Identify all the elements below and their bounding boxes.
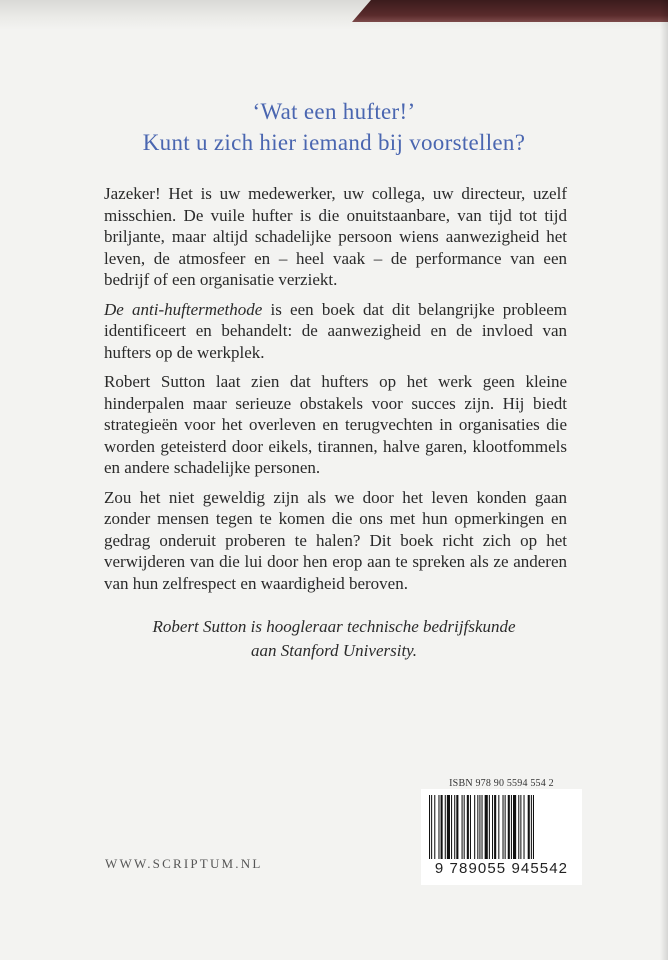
barcode-bar bbox=[494, 795, 496, 859]
barcode-bar bbox=[482, 795, 483, 859]
blurb-text bbox=[104, 183, 567, 602]
barcode-bar bbox=[467, 795, 469, 859]
barcode-bar bbox=[470, 795, 471, 859]
paragraph-3: Robert Sutton laat zien dat hufters op het werk geen kleine hinderpalen maar serieuze obstakels voor succes zijn. Hij biedt strategieën voor het overleven en terugvechten in organisaties die worden geteisterd door eikels, tirannen, halve garen, klootfommels en andere schadelijke personen. bbox=[104, 372, 567, 477]
barcode-bar bbox=[441, 795, 443, 859]
barcode-digits: 9 789055 945542 bbox=[434, 860, 569, 877]
barcode-bar bbox=[508, 795, 510, 859]
headline-line-2: Kunt u zich hier iemand bij voorstellen? bbox=[142, 130, 526, 155]
barcode-bar bbox=[505, 795, 506, 859]
barcode-bars bbox=[427, 795, 575, 859]
barcode-bar bbox=[489, 795, 490, 859]
paragraph-4: Zou het niet geweldig zijn als we door het leven konden gaan zonder mensen tegen te komen die ons met hun opmerkingen en gedrag onderuit proberen te halen? Dit boek richt zich op het verwijderen van die lui door hen erop aan te spreken als ze anderen van hun zelfrespect en waardigheid beroven. bbox=[104, 487, 567, 593]
book-title: De anti-huftermethode bbox=[104, 299, 263, 319]
author-bio-line-2: aan Stanford University. bbox=[250, 641, 418, 660]
barcode-bar bbox=[511, 795, 512, 859]
barcode-bar bbox=[533, 795, 534, 859]
headline-line-1: ‘Wat een hufter!’ bbox=[252, 99, 416, 124]
barcode-bar bbox=[451, 795, 452, 859]
barcode-bar bbox=[485, 795, 488, 859]
barcode-bar bbox=[454, 795, 455, 859]
barcode-bar bbox=[492, 795, 493, 859]
publisher-website: WWW.SCRIPTUM.NL bbox=[105, 856, 263, 871]
barcode-bar bbox=[524, 795, 525, 859]
barcode-bar bbox=[531, 795, 532, 859]
cover-edge bbox=[352, 0, 668, 22]
paragraph-1: Jazeker! Het is uw medewerker, uw collega, uw directeur, uzelf misschien. De vuile hufter is die onuitstaanbare, van tijd tot tijd briljante, maar altijd schadelijke persoon wiens aanwezigheid het leven, de atmosfeer en – heel vaak – de performance van een bedrijf of een organisatie verziekt. bbox=[104, 184, 567, 289]
barcode-bar bbox=[503, 795, 504, 859]
author-bio bbox=[0, 615, 668, 663]
isbn-label: ISBN 978 90 5594 554 2 bbox=[449, 778, 554, 789]
barcode-bar bbox=[438, 795, 439, 859]
barcode-bar bbox=[464, 795, 465, 859]
barcode-bar bbox=[513, 795, 516, 859]
barcode-bar bbox=[528, 795, 530, 859]
barcode bbox=[421, 789, 582, 885]
barcode-bar bbox=[431, 795, 432, 859]
barcode-bar bbox=[434, 795, 435, 859]
paragraph-2-rest: is een boek dat dit belangrijke probleem identificeert en behandelt: de aanwezigheid en de invloed van hufters op de werkplek. bbox=[104, 299, 567, 362]
author-bio-line-1: Robert Sutton is hoogleraar technische bedrijfskunde bbox=[152, 617, 516, 636]
barcode-bar bbox=[520, 795, 521, 859]
barcode-bar bbox=[456, 795, 458, 859]
barcode-bar bbox=[477, 795, 478, 859]
barcode-bar bbox=[479, 795, 480, 859]
barcode-bar bbox=[498, 795, 499, 859]
barcode-bar bbox=[518, 795, 519, 859]
barcode-bar bbox=[474, 795, 475, 859]
headline bbox=[0, 96, 668, 158]
barcode-bar bbox=[447, 795, 450, 859]
barcode-bar bbox=[429, 795, 430, 859]
paragraph-2 bbox=[104, 299, 567, 364]
barcode-bar bbox=[445, 795, 446, 859]
barcode-bar bbox=[462, 795, 463, 859]
